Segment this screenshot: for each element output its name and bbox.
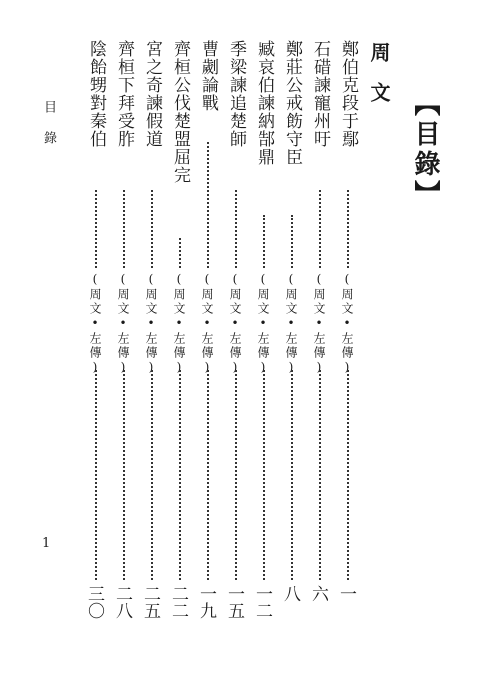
leader-dots	[207, 142, 209, 268]
toc-entry[interactable]	[193, 40, 223, 630]
entry-title: 臧哀伯諫納郜鼎	[254, 40, 274, 166]
entry-page-number: 八	[280, 585, 300, 602]
entry-source: (周文•左傳)	[172, 272, 186, 376]
entry-page-number: 二二	[168, 585, 188, 619]
leader-dots	[263, 370, 265, 580]
folio-page-number: 1	[42, 536, 51, 551]
entry-title: 齊桓公伐楚盟屈完	[170, 40, 190, 184]
leader-dots	[347, 190, 349, 268]
leader-dots	[95, 190, 97, 268]
leader-dots	[235, 370, 237, 580]
toc-entry[interactable]	[165, 40, 195, 630]
entry-source: (周文•左傳)	[340, 272, 354, 376]
section-title-zhou-wen: 周文	[367, 42, 391, 122]
leader-dots	[95, 370, 97, 580]
leader-dots	[151, 370, 153, 580]
leader-dots	[151, 190, 153, 268]
leader-dots	[291, 370, 293, 580]
entry-title: 鄭莊公戒飭守臣	[282, 40, 302, 166]
leader-dots	[263, 215, 265, 268]
leader-dots	[319, 190, 321, 268]
toc-entry[interactable]	[333, 40, 363, 630]
entry-page-number: 三〇	[84, 585, 104, 619]
entry-source: (周文•左傳)	[312, 272, 326, 376]
entry-page-number: 一	[336, 585, 356, 602]
entry-page-number: 一二	[252, 585, 272, 619]
leader-dots	[235, 190, 237, 268]
entry-page-number: 一五	[224, 585, 244, 619]
leader-dots	[179, 370, 181, 580]
entry-title: 季梁諫追楚師	[226, 40, 246, 148]
leader-dots	[347, 370, 349, 580]
entry-title: 陰飴甥對秦伯	[86, 40, 106, 148]
leader-dots	[123, 370, 125, 580]
leader-dots	[123, 190, 125, 268]
entry-source: (周文•左傳)	[116, 272, 130, 376]
toc-main-title: 【目錄】	[410, 90, 440, 210]
toc-entry[interactable]	[277, 40, 307, 630]
entry-title: 宮之奇諫假道	[142, 40, 162, 148]
entry-page-number: 一九	[196, 585, 216, 619]
entry-title: 齊桓下拜受胙	[114, 40, 134, 148]
entry-title: 鄭伯克段于鄢	[338, 40, 358, 148]
entry-page-number: 二八	[112, 585, 132, 619]
entry-source: (周文•左傳)	[144, 272, 158, 376]
entry-page-number: 二五	[140, 585, 160, 619]
entry-source: (周文•左傳)	[228, 272, 242, 376]
toc-entry[interactable]	[109, 40, 139, 630]
toc-entry[interactable]	[305, 40, 335, 630]
leader-dots	[319, 370, 321, 580]
entry-source: (周文•左傳)	[88, 272, 102, 376]
running-head: 目錄	[41, 100, 56, 162]
leader-dots	[291, 215, 293, 268]
entry-page-number: 六	[308, 585, 328, 602]
entry-title: 曹劌論戰	[198, 40, 218, 112]
entry-title: 石碏諫寵州吁	[310, 40, 330, 148]
entry-source: (周文•左傳)	[256, 272, 270, 376]
toc-entry[interactable]	[249, 40, 279, 630]
leader-dots	[207, 370, 209, 580]
toc-entry[interactable]	[221, 40, 251, 630]
entry-source: (周文•左傳)	[284, 272, 298, 376]
toc-entry[interactable]	[81, 40, 111, 630]
entry-source: (周文•左傳)	[200, 272, 214, 376]
leader-dots	[179, 238, 181, 268]
toc-entry[interactable]	[137, 40, 167, 630]
